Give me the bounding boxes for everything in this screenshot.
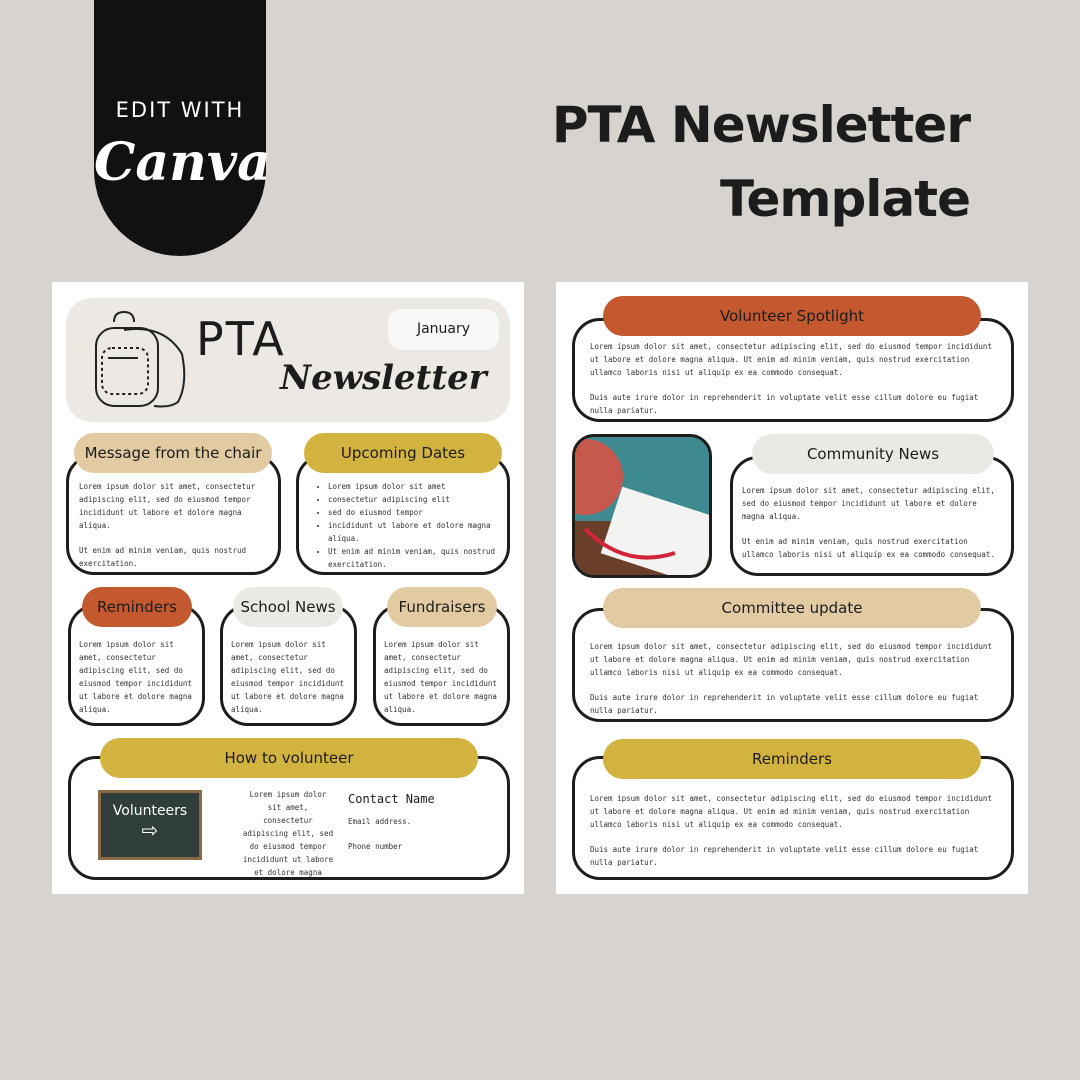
community-text — [742, 484, 1002, 561]
reminders-text: Lorem ipsum dolor sit amet, consectetur adipiscing elit, sed do eiusmod tempor incididunt ut labore et dolore magna aliqua. — [79, 640, 192, 714]
headline-line2: Template — [720, 170, 970, 228]
headline-line1: PTA Newsletter — [551, 96, 970, 154]
list-item: • Ut enim ad minim veniam, quis nostrud exercitation. — [328, 545, 512, 571]
title-pta: PTA — [196, 312, 286, 366]
reminders2-heading: Reminders — [603, 739, 981, 779]
committee-paragraph-2: Duis aute irure dolor in reprehenderit in voluptate velit esse cillum dolore eu fugiat nulla pariatur. — [590, 693, 979, 715]
volunteer-heading: How to volunteer — [100, 738, 478, 778]
contact-name: Contact Name — [348, 792, 435, 806]
community-paragraph-2: Ut enim ad minim veniam, quis nostrud exercitation ullamco laboris nisi ut aliquip ex ea commodo consequat. — [742, 537, 995, 559]
fundraisers-heading: Fundraisers — [387, 587, 497, 627]
edit-with-canva-badge — [94, 0, 271, 256]
fundraisers-text: Lorem ipsum dolor sit amet, consectetur adipiscing elit, sed do eiusmod tempor incididunt ut labore et dolore magna aliqua. — [384, 640, 497, 714]
badge-edit-with: EDIT WITH — [115, 98, 245, 122]
contact-phone: Phone number — [348, 842, 403, 851]
message-heading: Message from the chair — [74, 433, 272, 473]
contact-email: Email address. — [348, 817, 412, 826]
arrow-icon: ⇨ — [141, 818, 159, 842]
message-text — [79, 480, 271, 570]
list-item: • consectetur adipiscing elit — [328, 493, 512, 506]
spotlight-text — [590, 340, 992, 417]
reminders2-text — [590, 792, 992, 869]
backpack-icon — [84, 308, 188, 412]
spotlight-paragraph-2: Duis aute irure dolor in reprehenderit in voluptate velit esse cillum dolore eu fugiat nulla pariatur. — [590, 393, 979, 415]
reminders2-paragraph-1: Lorem ipsum dolor sit amet, consectetur adipiscing elit, sed do eiusmod tempor incididunt ut labore et dolore magna aliqua. Ut enim ad minim veniam, quis nostrud exercitation ullamco laboris nisi ut aliquip ex ea commodo consequat. — [590, 794, 992, 829]
reminders-heading: Reminders — [82, 587, 192, 627]
message-paragraph-2: Ut enim ad minim veniam, quis nostrud exercitation. — [79, 546, 247, 568]
school-news-heading: School News — [233, 587, 343, 627]
message-paragraph-1: Lorem ipsum dolor sit amet, consectetur adipiscing elit, sed do eiusmod tempor incididunt ut labore et dolore magna aliqua. — [79, 482, 256, 530]
dates-list — [316, 480, 512, 571]
basketball-clipboard-photo — [572, 434, 712, 578]
list-item: • incididunt ut labore et dolore magna aliqua. — [328, 519, 512, 545]
dates-heading: Upcoming Dates — [304, 433, 502, 473]
committee-heading: Committee update — [603, 588, 981, 628]
spotlight-paragraph-1: Lorem ipsum dolor sit amet, consectetur adipiscing elit, sed do eiusmod tempor incididunt ut labore et dolore magna aliqua. Ut enim ad minim veniam, quis nostrud exercitation ullamco laboris nisi ut aliquip ex ea commodo consequat. — [590, 342, 992, 377]
volunteer-text: Lorem ipsum dolor sit amet, consectetur adipiscing elit, sed do eiusmod tempor incididunt ut labore et dolore magna — [242, 790, 334, 877]
list-item: • Lorem ipsum dolor sit amet — [328, 480, 512, 493]
committee-paragraph-1: Lorem ipsum dolor sit amet, consectetur adipiscing elit, sed do eiusmod tempor incididunt ut labore et dolore magna aliqua. Ut enim ad minim veniam, quis nostrud exercitation ullamco laboris nisi ut aliquip ex ea commodo consequat. — [590, 642, 992, 677]
list-item: • sed do eiusmod tempor — [328, 506, 512, 519]
community-heading: Community News — [752, 434, 994, 474]
headline — [552, 88, 970, 236]
chalkboard-text: Volunteers — [112, 803, 188, 819]
badge-canva-logo: Canva — [94, 132, 271, 193]
month-label: January — [388, 309, 499, 350]
reminders2-paragraph-2: Duis aute irure dolor in reprehenderit in voluptate velit esse cillum dolore eu fugiat nulla pariatur. — [590, 845, 979, 867]
committee-text — [590, 640, 992, 717]
spotlight-heading: Volunteer Spotlight — [603, 296, 981, 336]
community-paragraph-1: Lorem ipsum dolor sit amet, consectetur adipiscing elit, sed do eiusmod tempor incididunt ut labore et dolore magna aliqua. — [742, 486, 995, 521]
title-newsletter: Newsletter — [280, 358, 487, 398]
volunteers-chalkboard — [98, 790, 202, 860]
school-news-text: Lorem ipsum dolor sit amet, consectetur adipiscing elit, sed do eiusmod tempor incididunt ut labore et dolore magna aliqua. — [231, 640, 344, 714]
